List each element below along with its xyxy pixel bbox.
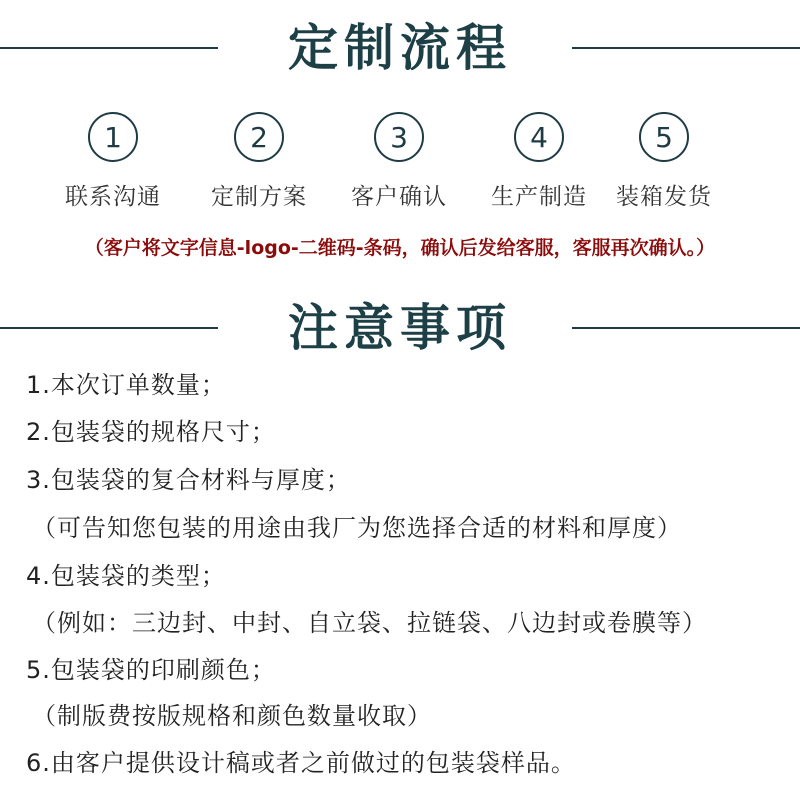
notice-item-hint: （可告知您包装的用途由我厂为您选择合适的材料和厚度） xyxy=(32,514,682,542)
process-note: （客户将文字信息-logo-二维码-条码，确认后发给客服，客服再次确认。） xyxy=(84,237,716,259)
step-number-circle: 2 xyxy=(234,112,284,162)
notice-item: 6.由客户提供设计稿或者之前做过的包装袋样品。 xyxy=(26,749,576,777)
notice-item: 2.包装袋的规格尺寸； xyxy=(26,418,276,446)
step-number-circle: 3 xyxy=(374,112,424,162)
step-number-circle: 1 xyxy=(88,112,138,162)
header-divider-right xyxy=(572,47,800,49)
step-label: 联系沟通 xyxy=(65,184,161,210)
step-3 xyxy=(339,112,459,211)
notice-header xyxy=(0,298,800,358)
notice-item: 4.包装袋的类型； xyxy=(26,562,226,590)
step-5 xyxy=(604,112,724,211)
notice-item: 1.本次订单数量； xyxy=(26,371,226,399)
notice-item-hint: （例如：三边封、中封、自立袋、拉链袋、八边封或卷膜等） xyxy=(32,609,707,637)
step-label: 定制方案 xyxy=(211,184,307,210)
process-title: 定制流程 xyxy=(288,19,512,77)
step-number-circle: 4 xyxy=(514,112,564,162)
process-steps xyxy=(0,112,800,222)
header-divider-right xyxy=(572,327,800,329)
step-4 xyxy=(479,112,599,211)
notice-item: 5.包装袋的印刷颜色； xyxy=(26,656,276,684)
step-1 xyxy=(53,112,173,211)
step-2 xyxy=(199,112,319,211)
step-label: 生产制造 xyxy=(491,184,587,210)
step-label: 装箱发货 xyxy=(616,184,712,210)
process-header xyxy=(0,18,800,78)
notice-item: 3.包装袋的复合材料与厚度； xyxy=(26,466,351,494)
notice-item-hint: （制版费按版规格和颜色数量收取） xyxy=(32,702,432,730)
step-label: 客户确认 xyxy=(351,184,447,210)
step-number-circle: 5 xyxy=(639,112,689,162)
notice-title: 注意事项 xyxy=(288,299,512,357)
